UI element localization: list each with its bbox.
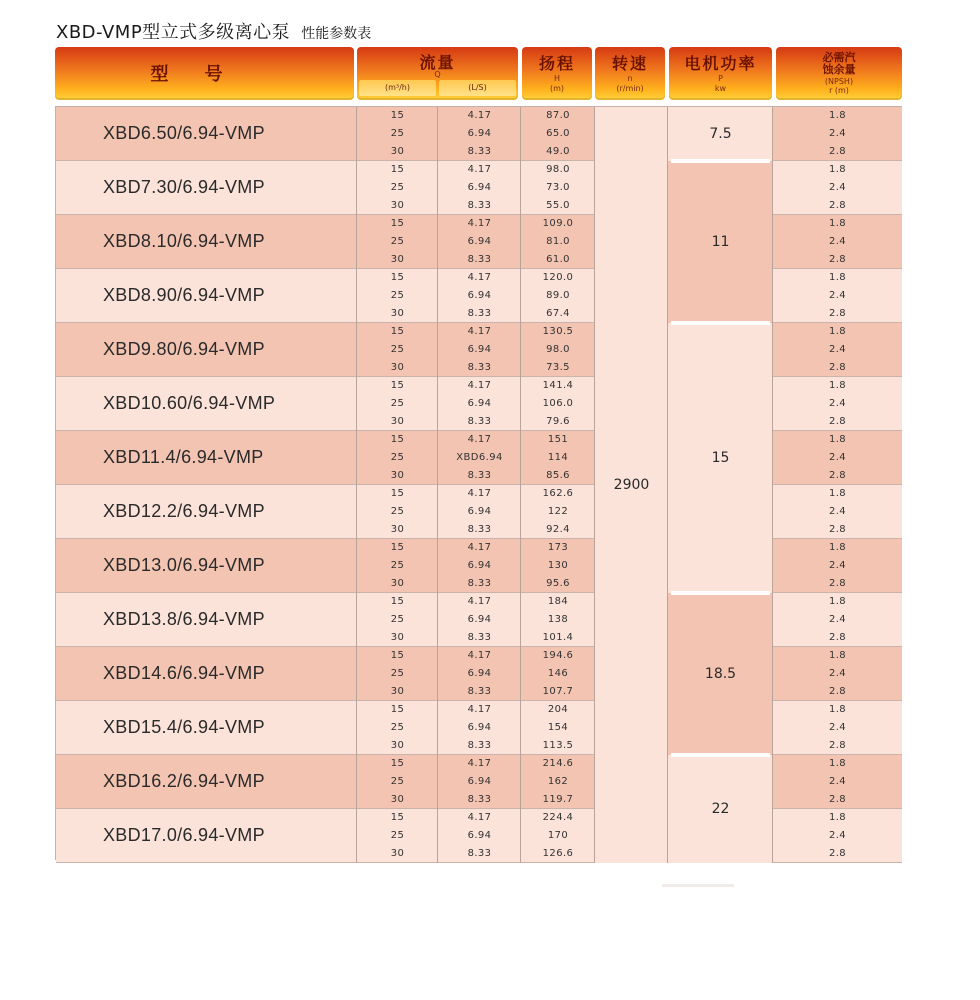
flow-m3h-value: 30 bbox=[390, 848, 405, 859]
model-cell: XBD6.50/6.94-VMP bbox=[56, 107, 357, 161]
model-cell: XBD16.2/6.94-VMP bbox=[56, 755, 357, 809]
head-value: 119.7 bbox=[542, 794, 574, 805]
npsh-value: 2.4 bbox=[828, 290, 847, 301]
head-value: 95.6 bbox=[546, 578, 570, 589]
npsh-value: 2.4 bbox=[828, 560, 847, 571]
grid-line bbox=[356, 107, 357, 863]
flow-ls-value: 8.33 bbox=[467, 848, 492, 859]
grid-line bbox=[594, 107, 595, 863]
flow-m3h-value: 25 bbox=[390, 182, 405, 193]
header-head-label: 扬程 bbox=[538, 54, 575, 73]
flow-ls-value: 4.17 bbox=[467, 650, 492, 661]
npsh-value: 2.4 bbox=[828, 668, 847, 679]
flow-m3h-value: 30 bbox=[390, 686, 405, 697]
flow-ls-value: 6.94 bbox=[467, 128, 492, 139]
header-flow bbox=[357, 47, 518, 100]
head-value: 79.6 bbox=[546, 416, 570, 427]
head-value: 162.6 bbox=[542, 488, 574, 499]
npsh-value: 2.4 bbox=[828, 722, 847, 733]
flow-m3h-value: 30 bbox=[390, 362, 405, 373]
head-value: 73.0 bbox=[546, 182, 570, 193]
head-value: 120.0 bbox=[542, 272, 574, 283]
npsh-value: 2.8 bbox=[828, 470, 847, 481]
power-cell: 22 bbox=[668, 755, 773, 863]
flow-m3h-value: 15 bbox=[390, 434, 405, 445]
power-separator bbox=[671, 321, 770, 325]
flow-m3h-value: 30 bbox=[390, 578, 405, 589]
npsh-value: 1.8 bbox=[828, 434, 847, 445]
npsh-value: 2.4 bbox=[828, 452, 847, 463]
flow-m3h-value: 30 bbox=[390, 308, 405, 319]
npsh-value: 1.8 bbox=[828, 326, 847, 337]
npsh-value: 1.8 bbox=[828, 164, 847, 175]
flow-ls-value: 6.94 bbox=[467, 560, 492, 571]
head-value: 184 bbox=[547, 596, 569, 607]
npsh-value: 1.8 bbox=[828, 596, 847, 607]
power-cell: 18.5 bbox=[668, 593, 773, 755]
header-npsh-line4: r (m) bbox=[829, 86, 849, 95]
head-value: 87.0 bbox=[546, 110, 570, 121]
head-value: 98.0 bbox=[546, 344, 570, 355]
model-cell: XBD7.30/6.94-VMP bbox=[56, 161, 357, 215]
head-value: 89.0 bbox=[546, 290, 570, 301]
flow-m3h-value: 30 bbox=[390, 470, 405, 481]
npsh-value: 1.8 bbox=[828, 542, 847, 553]
flow-ls-value: 8.33 bbox=[467, 794, 492, 805]
header-npsh-line2: 蚀余量 bbox=[822, 63, 856, 76]
head-value: 98.0 bbox=[546, 164, 570, 175]
flow-ls-value: 6.94 bbox=[467, 614, 492, 625]
flow-m3h-value: 15 bbox=[390, 542, 405, 553]
header-npsh-line1: 必需汽 bbox=[822, 51, 856, 64]
flow-m3h-value: 25 bbox=[390, 290, 405, 301]
flow-m3h-value: 25 bbox=[390, 344, 405, 355]
head-value: 92.4 bbox=[546, 524, 570, 535]
flow-ls-value: 6.94 bbox=[467, 722, 492, 733]
header-speed-unit: (r/min) bbox=[616, 84, 644, 93]
flow-m3h-value: 25 bbox=[390, 236, 405, 247]
flow-m3h-value: 15 bbox=[390, 164, 405, 175]
flow-m3h-value: 15 bbox=[390, 596, 405, 607]
head-value: 55.0 bbox=[546, 200, 570, 211]
flow-ls-value: 6.94 bbox=[467, 290, 492, 301]
flow-ls-value: 4.17 bbox=[467, 542, 492, 553]
performance-table bbox=[55, 106, 902, 860]
footer-mark bbox=[662, 884, 734, 887]
model-cell: XBD8.90/6.94-VMP bbox=[56, 269, 357, 323]
power-separator bbox=[671, 591, 770, 595]
flow-m3h-value: 15 bbox=[390, 650, 405, 661]
flow-m3h-value: 15 bbox=[390, 488, 405, 499]
model-cell: XBD13.0/6.94-VMP bbox=[56, 539, 357, 593]
flow-ls-value: 6.94 bbox=[467, 506, 492, 517]
npsh-value: 2.8 bbox=[828, 254, 847, 265]
npsh-value: 2.8 bbox=[828, 200, 847, 211]
npsh-value: 1.8 bbox=[828, 758, 847, 769]
flow-ls-value: 6.94 bbox=[467, 776, 492, 787]
npsh-value: 1.8 bbox=[828, 218, 847, 229]
flow-ls-value: 6.94 bbox=[467, 668, 492, 679]
flow-ls-value: 8.33 bbox=[467, 524, 492, 535]
power-cell: 7.5 bbox=[668, 107, 773, 161]
head-value: 146 bbox=[547, 668, 569, 679]
header-npsh-line3: (NPSH) bbox=[824, 77, 854, 86]
flow-m3h-value: 25 bbox=[390, 398, 405, 409]
power-cell: 11 bbox=[668, 161, 773, 323]
model-cell: XBD13.8/6.94-VMP bbox=[56, 593, 357, 647]
head-value: 138 bbox=[547, 614, 569, 625]
header-flow-label: 流量 bbox=[419, 53, 456, 72]
flow-m3h-value: 30 bbox=[390, 200, 405, 211]
head-value: 107.7 bbox=[542, 686, 574, 697]
flow-ls-value: 4.17 bbox=[467, 758, 492, 769]
header-head-unit: (m) bbox=[549, 84, 565, 93]
head-value: 101.4 bbox=[542, 632, 574, 643]
page-title bbox=[56, 20, 371, 46]
flow-m3h-value: 25 bbox=[390, 128, 405, 139]
header-flow-unit-m3h: (m³/h) bbox=[359, 80, 436, 96]
head-value: 106.0 bbox=[542, 398, 574, 409]
head-value: 214.6 bbox=[542, 758, 574, 769]
flow-ls-value: 4.17 bbox=[467, 812, 492, 823]
flow-ls-value: 8.33 bbox=[467, 470, 492, 481]
npsh-value: 2.8 bbox=[828, 146, 847, 157]
grid-line bbox=[437, 107, 438, 863]
head-value: 65.0 bbox=[546, 128, 570, 139]
head-value: 113.5 bbox=[542, 740, 574, 751]
head-value: 151 bbox=[547, 434, 569, 445]
model-cell: XBD14.6/6.94-VMP bbox=[56, 647, 357, 701]
power-separator bbox=[671, 159, 770, 163]
model-cell: XBD15.4/6.94-VMP bbox=[56, 701, 357, 755]
flow-ls-value: 4.17 bbox=[467, 704, 492, 715]
flow-m3h-value: 30 bbox=[390, 146, 405, 157]
flow-ls-value: 8.33 bbox=[467, 362, 492, 373]
header-power-unit: kw bbox=[714, 84, 727, 93]
model-cell: XBD17.0/6.94-VMP bbox=[56, 809, 357, 863]
header-flow-unit-ls: (L/S) bbox=[439, 80, 516, 96]
flow-ls-value: 8.33 bbox=[467, 632, 492, 643]
flow-m3h-value: 15 bbox=[390, 272, 405, 283]
head-value: 162 bbox=[547, 776, 569, 787]
model-cell: XBD9.80/6.94-VMP bbox=[56, 323, 357, 377]
head-value: 73.5 bbox=[546, 362, 570, 373]
head-value: 194.6 bbox=[542, 650, 574, 661]
flow-m3h-value: 25 bbox=[390, 830, 405, 841]
flow-m3h-value: 25 bbox=[390, 506, 405, 517]
flow-ls-value: 6.94 bbox=[467, 182, 492, 193]
npsh-value: 2.4 bbox=[828, 236, 847, 247]
npsh-value: 2.4 bbox=[828, 128, 847, 139]
head-value: 130.5 bbox=[542, 326, 574, 337]
grid-line bbox=[520, 107, 521, 863]
npsh-value: 2.4 bbox=[828, 614, 847, 625]
header-power bbox=[669, 47, 772, 100]
head-value: 224.4 bbox=[542, 812, 574, 823]
npsh-value: 2.8 bbox=[828, 578, 847, 589]
npsh-value: 1.8 bbox=[828, 812, 847, 823]
head-value: 49.0 bbox=[546, 146, 570, 157]
header-speed bbox=[595, 47, 665, 100]
npsh-value: 1.8 bbox=[828, 704, 847, 715]
npsh-value: 2.8 bbox=[828, 632, 847, 643]
flow-ls-value: 4.17 bbox=[467, 164, 492, 175]
head-value: 204 bbox=[547, 704, 569, 715]
header-head bbox=[522, 47, 592, 100]
flow-m3h-value: 15 bbox=[390, 326, 405, 337]
flow-ls-value: 8.33 bbox=[467, 254, 492, 265]
flow-m3h-value: 30 bbox=[390, 524, 405, 535]
header-speed-label: 转速 bbox=[611, 54, 648, 73]
power-separator bbox=[671, 753, 770, 757]
flow-ls-value: 8.33 bbox=[467, 416, 492, 427]
flow-ls-value: 6.94 bbox=[467, 398, 492, 409]
flow-m3h-value: 15 bbox=[390, 218, 405, 229]
npsh-value: 1.8 bbox=[828, 272, 847, 283]
flow-ls-value: 4.17 bbox=[467, 272, 492, 283]
npsh-value: 2.4 bbox=[828, 776, 847, 787]
power-cell: 15 bbox=[668, 323, 773, 593]
npsh-value: 2.8 bbox=[828, 740, 847, 751]
head-value: 126.6 bbox=[542, 848, 574, 859]
flow-ls-value: 4.17 bbox=[467, 488, 492, 499]
grid-line bbox=[667, 107, 668, 863]
header-power-symbol: P bbox=[718, 74, 723, 83]
npsh-value: 2.8 bbox=[828, 524, 847, 535]
head-value: 109.0 bbox=[542, 218, 574, 229]
flow-m3h-value: 15 bbox=[390, 110, 405, 121]
flow-ls-value: 4.17 bbox=[467, 110, 492, 121]
npsh-value: 2.8 bbox=[828, 848, 847, 859]
head-value: 61.0 bbox=[546, 254, 570, 265]
flow-ls-value: 8.33 bbox=[467, 686, 492, 697]
flow-m3h-value: 25 bbox=[390, 452, 405, 463]
flow-m3h-value: 15 bbox=[390, 812, 405, 823]
npsh-value: 2.8 bbox=[828, 794, 847, 805]
flow-ls-value: 4.17 bbox=[467, 596, 492, 607]
flow-ls-value: 8.33 bbox=[467, 578, 492, 589]
flow-m3h-value: 15 bbox=[390, 758, 405, 769]
npsh-value: 1.8 bbox=[828, 110, 847, 121]
flow-ls-value: 8.33 bbox=[467, 200, 492, 211]
flow-ls-value: 8.33 bbox=[467, 308, 492, 319]
header-power-label: 电机功率 bbox=[684, 54, 757, 73]
npsh-value: 2.8 bbox=[828, 362, 847, 373]
title-main: XBD-VMP型立式多级离心泵 bbox=[56, 22, 291, 43]
flow-m3h-value: 15 bbox=[390, 380, 405, 391]
head-value: 154 bbox=[547, 722, 569, 733]
flow-m3h-value: 25 bbox=[390, 776, 405, 787]
head-value: 67.4 bbox=[546, 308, 570, 319]
npsh-value: 1.8 bbox=[828, 488, 847, 499]
npsh-value: 2.4 bbox=[828, 830, 847, 841]
npsh-value: 1.8 bbox=[828, 650, 847, 661]
flow-ls-value: 4.17 bbox=[467, 218, 492, 229]
flow-m3h-value: 30 bbox=[390, 794, 405, 805]
npsh-value: 2.4 bbox=[828, 506, 847, 517]
npsh-value: 2.8 bbox=[828, 416, 847, 427]
model-cell: XBD11.4/6.94-VMP bbox=[56, 431, 357, 485]
flow-ls-value: 8.33 bbox=[467, 740, 492, 751]
model-cell: XBD8.10/6.94-VMP bbox=[56, 215, 357, 269]
flow-m3h-value: 30 bbox=[390, 416, 405, 427]
flow-ls-value: 6.94 bbox=[467, 236, 492, 247]
head-value: 141.4 bbox=[542, 380, 574, 391]
header-model bbox=[55, 47, 354, 100]
flow-m3h-value: 15 bbox=[390, 704, 405, 715]
model-cell: XBD10.60/6.94-VMP bbox=[56, 377, 357, 431]
flow-ls-value: 4.17 bbox=[467, 380, 492, 391]
flow-m3h-value: 30 bbox=[390, 740, 405, 751]
header-flow-symbol: Q bbox=[434, 70, 441, 79]
flow-ls-value: XBD6.94 bbox=[456, 452, 503, 463]
header-head-symbol: H bbox=[553, 74, 560, 83]
title-sub: 性能参数表 bbox=[301, 26, 372, 42]
npsh-value: 1.8 bbox=[828, 380, 847, 391]
flow-m3h-value: 25 bbox=[390, 668, 405, 679]
flow-ls-value: 6.94 bbox=[467, 830, 492, 841]
flow-m3h-value: 25 bbox=[390, 722, 405, 733]
npsh-value: 2.4 bbox=[828, 182, 847, 193]
header-npsh bbox=[776, 47, 902, 100]
model-cell: XBD12.2/6.94-VMP bbox=[56, 485, 357, 539]
head-value: 81.0 bbox=[546, 236, 570, 247]
npsh-value: 2.4 bbox=[828, 398, 847, 409]
flow-m3h-value: 30 bbox=[390, 254, 405, 265]
flow-ls-value: 8.33 bbox=[467, 146, 492, 157]
grid-line bbox=[772, 107, 773, 863]
flow-ls-value: 6.94 bbox=[467, 344, 492, 355]
head-value: 170 bbox=[547, 830, 569, 841]
flow-m3h-value: 25 bbox=[390, 614, 405, 625]
npsh-value: 2.8 bbox=[828, 308, 847, 319]
header-speed-symbol: n bbox=[627, 74, 633, 83]
head-value: 85.6 bbox=[546, 470, 570, 481]
head-value: 173 bbox=[547, 542, 569, 553]
speed-cell: 2900 bbox=[595, 107, 668, 863]
flow-m3h-value: 30 bbox=[390, 632, 405, 643]
head-value: 114 bbox=[547, 452, 569, 463]
flow-m3h-value: 25 bbox=[390, 560, 405, 571]
flow-ls-value: 4.17 bbox=[467, 434, 492, 445]
header-model-label: 型号 bbox=[150, 64, 259, 85]
head-value: 130 bbox=[547, 560, 569, 571]
npsh-value: 2.8 bbox=[828, 686, 847, 697]
npsh-value: 2.4 bbox=[828, 344, 847, 355]
head-value: 122 bbox=[547, 506, 569, 517]
flow-ls-value: 4.17 bbox=[467, 326, 492, 337]
